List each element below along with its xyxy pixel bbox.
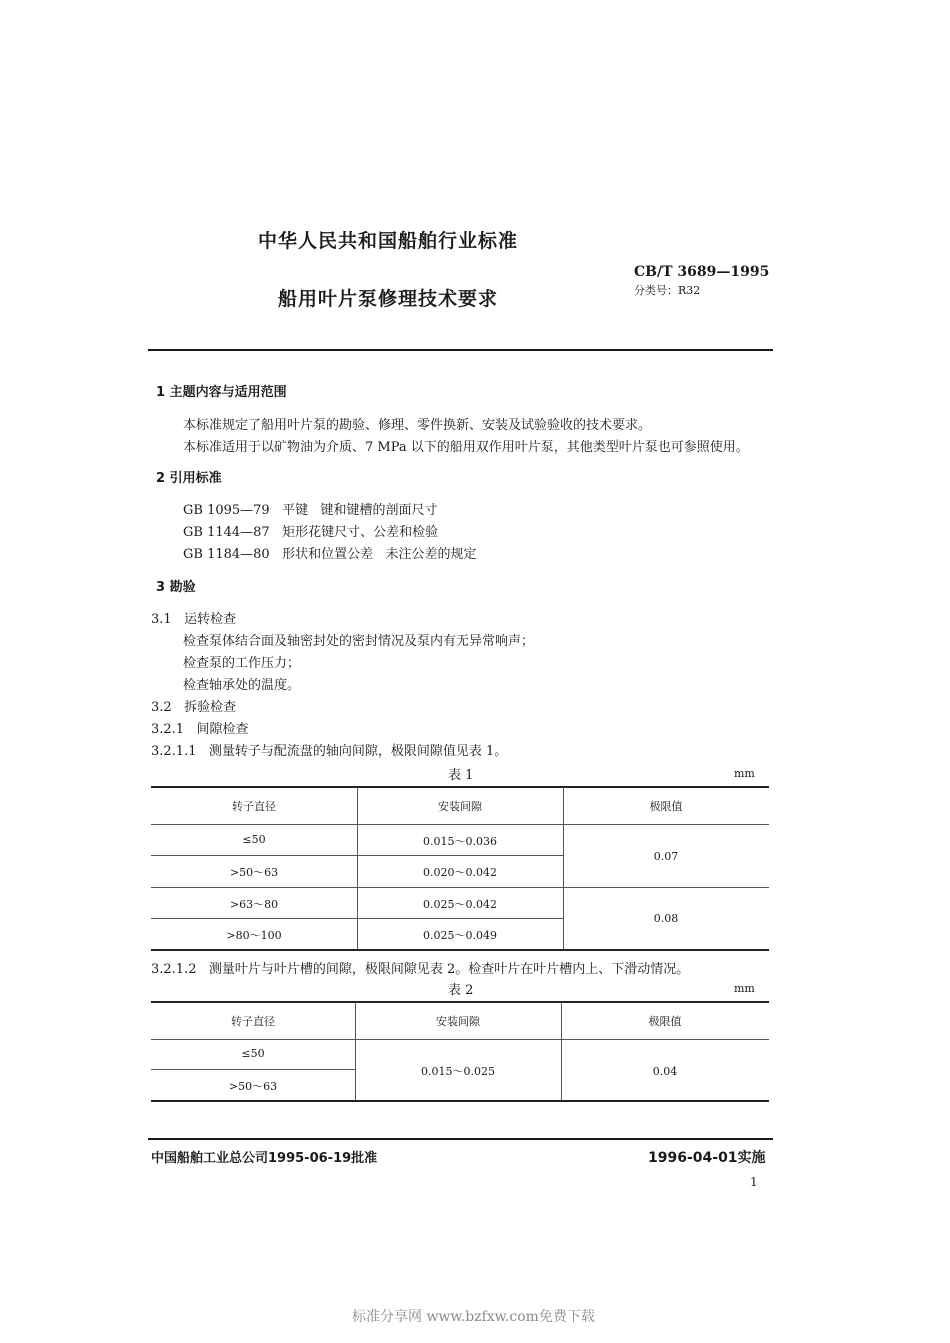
table-1-cell: 0.025～0.049 [423,929,497,942]
subsection-3-2-1-1: 3.2.1.1 测量转子与配流盘的轴向间隙，极限间隙值见表 1。 [151,744,508,759]
table-2-header: 极限值 [648,1015,682,1028]
table-2-header: 安装间隙 [436,1015,480,1028]
table-1-header: 转子直径 [232,800,276,813]
table-2-cell: >50～63 [228,1080,278,1093]
page-number: 1 [750,1175,758,1189]
table-1-header: 极限值 [649,800,683,813]
footer-rule [148,1138,773,1140]
doc-title: 船用叶片泵修理技术要求 [278,288,499,310]
section-1-title: 1 主题内容与适用范围 [156,385,287,400]
reference-item: GB 1144—87 矩形花键尺寸、公差和检验 [183,525,439,540]
table-1-cell: 0.025～0.042 [423,898,497,911]
class-number: 分类号：R32 [634,284,701,297]
table-1-cell: 0.015～0.036 [423,835,497,848]
table-1-cell: 0.020～0.042 [423,866,497,879]
table-1-cell: ≤50 [242,833,266,846]
section-3-title: 3 勘验 [156,580,196,595]
check-item: 检查泵体结合面及轴密封处的密封情况及泵内有无异常响声； [183,634,535,649]
header-rule [148,349,773,351]
subsection-3-2-1: 3.2.1 间隙检查 [151,722,249,737]
approval-text: 中国船舶工业总公司1995-06-19批准 [151,1151,378,1166]
check-item: 检查泵的工作压力； [183,656,301,671]
table-1-cell: >50～63 [229,866,279,879]
section-1-para-2: 本标准适用于以矿物油为介质、7 MPa 以下的船用双作用叶片泵，其他类型叶片泵也可参照使用。 [183,440,749,455]
table-1-limit: 0.07 [653,850,679,863]
table-1-unit: mm [734,767,755,780]
table-1-limit: 0.08 [653,912,679,925]
org-title: 中华人民共和国船舶行业标准 [258,230,519,252]
reference-item: GB 1095—79 平键 键和键槽的剖面尺寸 [183,503,438,518]
subsection-3-2: 3.2 拆验检查 [151,700,237,715]
table-2-limit: 0.04 [652,1065,678,1078]
table-1-header: 安装间隙 [438,800,482,813]
table-1-cell: >63～80 [229,898,279,911]
table-2-cell: ≤50 [241,1047,265,1060]
check-item: 检查轴承处的温度。 [183,678,301,693]
table-2-caption: 表 2 [448,983,474,998]
table-2-unit: mm [734,982,755,995]
reference-item: GB 1184—80 形状和位置公差 未注公差的规定 [183,547,477,562]
table-2-header: 转子直径 [231,1015,275,1028]
effective-date: 1996-04-01实施 [648,1150,766,1166]
table-2-install: 0.015～0.025 [421,1065,495,1078]
table-1-cell: >80～100 [226,929,282,942]
subsection-3-2-1-2: 3.2.1.2 测量叶片与叶片槽的间隙，极限间隙见表 2。检查叶片在叶片槽内上、下滑动情况。 [151,962,690,977]
subsection-3-1: 3.1 运转检查 [151,612,237,627]
section-1-para-1: 本标准规定了船用叶片泵的勘验、修理、零件换新、安装及试验验收的技术要求。 [183,418,652,433]
table-1-caption: 表 1 [448,768,474,783]
section-2-title: 2 引用标准 [156,471,222,486]
watermark-text: 标准分享网 www.bzfxw.com免费下载 [352,1309,595,1325]
standard-code: CB/T 3689—1995 [634,264,770,280]
